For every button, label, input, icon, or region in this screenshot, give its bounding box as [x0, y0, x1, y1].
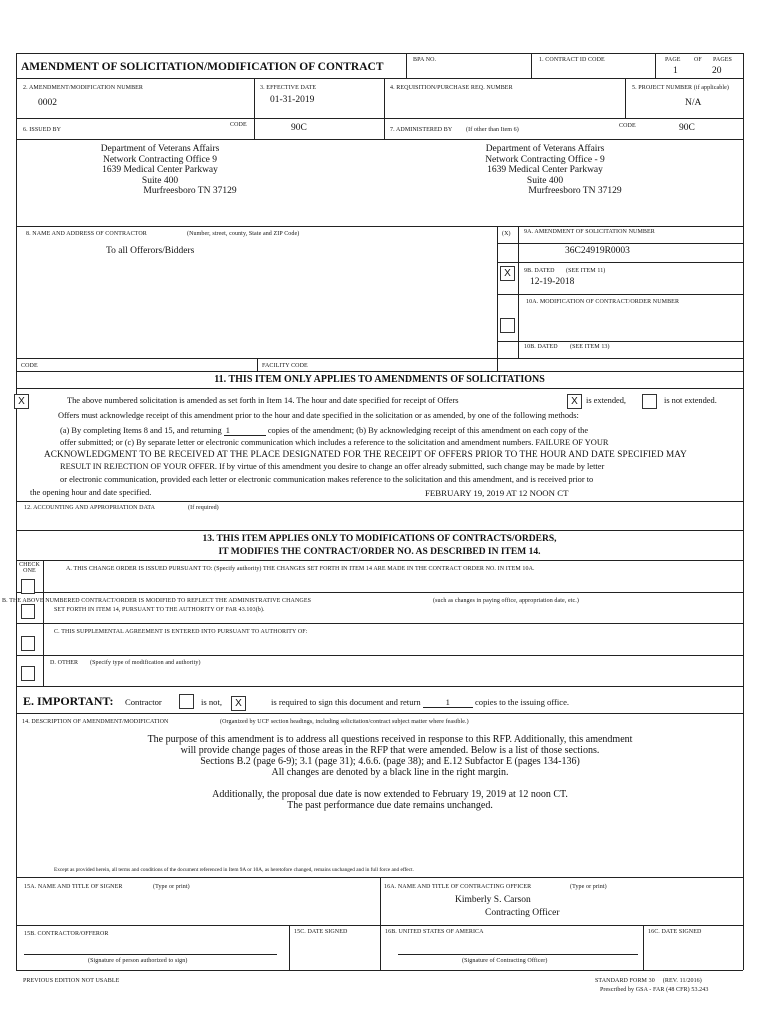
administered-address-line: Suite 400 — [526, 175, 564, 186]
administered-address-line: Department of Veterans Affairs — [485, 144, 605, 154]
item-13c-checkbox[interactable] — [21, 636, 35, 651]
officer-name: Kimberly S. Carson — [455, 895, 531, 905]
administered-address-line: Murfreesboro TN 37129 — [528, 186, 622, 196]
item-13b-checkbox[interactable] — [21, 604, 35, 619]
item-11-heading: 11. THIS ITEM ONLY APPLIES TO AMENDMENTS OF SOLICITATIONS — [214, 374, 545, 385]
item-11-line-3b: copies of the amendment; (b) By acknowledging receipt of this amendment on each copy of the — [267, 426, 589, 435]
important-label: E. IMPORTANT: — [23, 694, 114, 708]
item-13d-checkbox[interactable] — [21, 666, 35, 681]
item-10-checkbox[interactable] — [500, 318, 515, 333]
pages-label: PAGES — [713, 57, 732, 63]
project-number: N/A — [685, 98, 702, 108]
facility-code-label: FACILITY CODE — [262, 363, 308, 369]
return-copies-field[interactable]: 1 — [423, 697, 473, 708]
item-13d-label: D. OTHER — [50, 660, 79, 666]
administered-by-label: 7. ADMINISTERED BY — [390, 127, 453, 133]
prescribed-note: Prescribed by GSA - FAR (48 CFR) 53.243 — [600, 987, 709, 993]
accounting-label: 12. ACCOUNTING AND APPROPRIATION DATA — [24, 505, 156, 511]
issued-address-line: 1639 Medical Center Parkway — [102, 165, 218, 175]
issued-by-label: 6. ISSUED BY — [23, 127, 62, 133]
accounting-note: (If required) — [188, 505, 219, 511]
contractor-signature-line[interactable] — [24, 954, 277, 955]
description-line: Sections B.2 (page 6-9); 3.1 (page 31); 4.6.6. (page 38); and E.12 Subfactor E (pages 134-136) — [200, 756, 580, 767]
item-11-line-3 — [60, 426, 588, 436]
administered-address — [445, 144, 645, 197]
x-column-header: (X) — [502, 231, 511, 237]
officer-name-note: (Type or print) — [570, 884, 607, 890]
modification-number-label: 10A. MODIFICATION OF CONTRACT/ORDER NUMBER — [526, 299, 680, 305]
amendment-number: 0002 — [38, 98, 57, 108]
item-13-heading-1: 13. THIS ITEM APPLIES ONLY TO MODIFICATIONS OF CONTRACTS/ORDERS, — [202, 534, 557, 544]
dated-10b-note: (SEE ITEM 13) — [570, 344, 610, 350]
amendment-number-label: 2. AMENDMENT/MODIFICATION NUMBER — [23, 85, 144, 91]
copies-field[interactable]: 1 — [224, 426, 266, 436]
form-title: AMENDMENT OF SOLICITATION/MODIFICATION OF CONTRACT — [21, 61, 384, 73]
dated-9b-label: 9B. DATED — [524, 268, 555, 274]
extended-label: is extended, — [586, 396, 627, 405]
item-13d-note: (Specify type of modification and authority) — [90, 660, 201, 666]
solicitation-number-label: 9A. AMENDMENT OF SOLICITATION NUMBER — [524, 229, 655, 235]
issued-address-line: Department of Veterans Affairs — [100, 144, 220, 154]
description-line: The purpose of this amendment is to address all questions received in response to this RFP. Additionally, this amendment — [147, 734, 633, 745]
contractor-name: To all Offerors/Bidders — [106, 246, 195, 256]
dated-10b-label: 10B. DATED — [524, 344, 558, 350]
item-11-line-3a: (a) By completing Items 8 and 15, and returning — [60, 426, 222, 435]
issued-code: 90C — [291, 123, 307, 133]
contractor-date-label: 15C. DATE SIGNED — [294, 929, 348, 935]
contractor-is-checkbox[interactable] — [179, 694, 194, 709]
description-label: 14. DESCRIPTION OF AMENDMENT/MODIFICATION — [22, 719, 169, 725]
check-one-label-1: CHECK — [19, 562, 40, 568]
item-11-line-7: or electronic communication, provided each letter or electronic communication makes reference to the solicitation and this amendment, and is received prior to — [60, 475, 594, 484]
issued-address — [60, 144, 260, 197]
check-one-label — [16, 562, 43, 574]
item-13b-note: (such as changes in paying office, appropriation date, etc.) — [433, 598, 580, 604]
item-11-line-4: offer submitted; or (c) By separate letter or electronic communication which includes a reference to the solicitation and amendment numbers. FAILURE OF YOUR — [60, 438, 609, 447]
contractor-is-not-checkbox[interactable]: X — [231, 696, 246, 711]
issued-address-line: Suite 400 — [141, 175, 179, 186]
offer-due-date: FEBRUARY 19, 2019 AT 12 NOON CT — [425, 488, 569, 498]
contractor-note: (Number, street, county, State and ZIP Code) — [187, 231, 300, 237]
administered-address-line: 1639 Medical Center Parkway — [487, 165, 603, 175]
administered-address-line: Network Contracting Office - 9 — [485, 154, 605, 165]
item-13b-label-1: B. THE ABOVE NUMBERED CONTRACT/ORDER IS MODIFIED TO REFLECT THE ADMINISTRATIVE CHANGES — [2, 598, 312, 604]
requisition-label: 4. REQUISITION/PURCHASE REQ. NUMBER — [390, 85, 513, 91]
admin-code-label: CODE — [619, 123, 636, 129]
issued-address-line: Network Contracting Office 9 — [102, 154, 218, 165]
contractor-signature-note: (Signature of person authorized to sign) — [88, 958, 188, 964]
page-count: 20 — [712, 66, 722, 76]
item-11-line-5: ACKNOWLEDGMENT TO BE RECEIVED AT THE PLACE DESIGNATED FOR THE RECEIPT OF OFFERS PRIOR TO THE HOUR AND DATE SPECIFIED MAY — [44, 449, 687, 459]
dated-9b-note: (SEE ITEM 11) — [566, 268, 606, 274]
contractor-code-label: CODE — [21, 363, 38, 369]
administered-note: (If other than Item 6) — [466, 127, 519, 133]
item-13b-label-2: SET FORTH IN ITEM 14, PURSUANT TO THE AUTHORITY OF FAR 43.103(b). — [54, 607, 265, 613]
description-line: will provide change pages of those areas in the RFP that were amended. Below is a list of those sections. — [180, 745, 600, 756]
important-text — [271, 697, 569, 708]
officer-date-label: 16C. DATE SIGNED — [648, 929, 702, 935]
bpa-no-label: BPA NO. — [413, 57, 437, 63]
item-11-line-8: the opening hour and date specified. — [30, 488, 152, 497]
description-paragraph-1 — [40, 734, 740, 778]
officer-signature-line[interactable] — [398, 954, 638, 955]
not-extended-label: is not extended. — [664, 396, 717, 405]
check-one-label-2: ONE — [23, 568, 36, 574]
description-line: The past performance due date remains unchanged. — [287, 800, 493, 811]
effective-date-label: 3. EFFECTIVE DATE — [260, 85, 317, 91]
description-note: (Organized by UCF section headings, including solicitation/contract subject matter where feasible.) — [220, 719, 469, 725]
signer-name-label: 15A. NAME AND TITLE OF SIGNER — [24, 884, 123, 890]
extended-checkbox[interactable]: X — [567, 394, 582, 409]
united-states-label: 16B. UNITED STATES OF AMERICA — [385, 929, 484, 935]
description-paragraph-2 — [40, 789, 740, 811]
admin-code: 90C — [679, 123, 695, 133]
description-line: All changes are denoted by a black line in the right margin. — [271, 767, 509, 778]
solicitation-number: 36C24919R0003 — [565, 246, 630, 256]
contractor-label: 8. NAME AND ADDRESS OF CONTRACTOR — [26, 231, 147, 237]
item-13a-label: A. THIS CHANGE ORDER IS ISSUED PURSUANT TO: (Specify authority) THE CHANGES SET FORTH IN ITEM 14 ARE MADE IN THE CONTRACT ORDER NO. IN ITEM 10A. — [66, 566, 535, 572]
item-11-line-6: RESULT IN REJECTION OF YOUR OFFER. If by virtue of this amendment you desire to change an offer already submitted, such change may be made by letter — [60, 462, 605, 471]
important-text-a: is required to sign this document and return — [271, 697, 421, 707]
item-13c-label: C. THIS SUPPLEMENTAL AGREEMENT IS ENTERED INTO PURSUANT TO AUTHORITY OF: — [54, 629, 308, 635]
solicitation-date: 12-19-2018 — [530, 277, 575, 287]
officer-signature-note: (Signature of Contracting Officer) — [462, 958, 548, 964]
signer-name-note: (Type or print) — [153, 884, 190, 890]
is-not-label: is not, — [201, 697, 223, 707]
not-extended-checkbox[interactable] — [642, 394, 657, 409]
officer-name-label: 16A. NAME AND TITLE OF CONTRACTING OFFICER — [384, 884, 532, 890]
contractor-word: Contractor — [125, 697, 162, 707]
page-number: 1 — [673, 66, 678, 76]
of-label: OF — [694, 57, 702, 63]
issued-address-line: Murfreesboro TN 37129 — [143, 186, 237, 196]
form-number: STANDARD FORM 30 (REV. 11/2016) — [595, 978, 702, 984]
item-11-line-2: Offers must acknowledge receipt of this amendment prior to the hour and date specified in the solicitation or as amended, by one of the following methods: — [58, 411, 579, 420]
item-11-checkbox[interactable]: X — [14, 394, 29, 409]
item-9b-checkbox[interactable]: X — [500, 266, 515, 281]
contract-id-label: 1. CONTRACT ID CODE — [539, 57, 605, 63]
important-text-b: copies to the issuing office. — [474, 697, 570, 707]
officer-title: Contracting Officer — [485, 908, 560, 918]
item-13-heading-2: IT MODIFIES THE CONTRACT/ORDER NO. AS DESCRIBED IN ITEM 14. — [218, 547, 541, 557]
effective-date: 01-31-2019 — [270, 95, 315, 105]
item-13a-checkbox[interactable] — [21, 579, 35, 594]
description-line: Additionally, the proposal due date is now extended to February 19, 2019 at 12 noon CT. — [212, 789, 568, 800]
page-label: PAGE — [665, 57, 681, 63]
contractor-offeror-label: 15B. CONTRACTOR/OFFEROR — [24, 931, 109, 937]
project-number-label: 5. PROJECT NUMBER (if applicable) — [632, 85, 730, 91]
issued-code-label: CODE — [230, 122, 247, 128]
except-note: Except as provided herein, all terms and conditions of the document referenced in Item 9A or 10A, as heretofore changed, remains unchanged and in full force and effect. — [54, 867, 414, 873]
previous-edition-note: PREVIOUS EDITION NOT USABLE — [23, 978, 120, 984]
item-11-line-1: The above numbered solicitation is amended as set forth in Item 14. The hour and date specified for receipt of Offers — [67, 396, 459, 405]
